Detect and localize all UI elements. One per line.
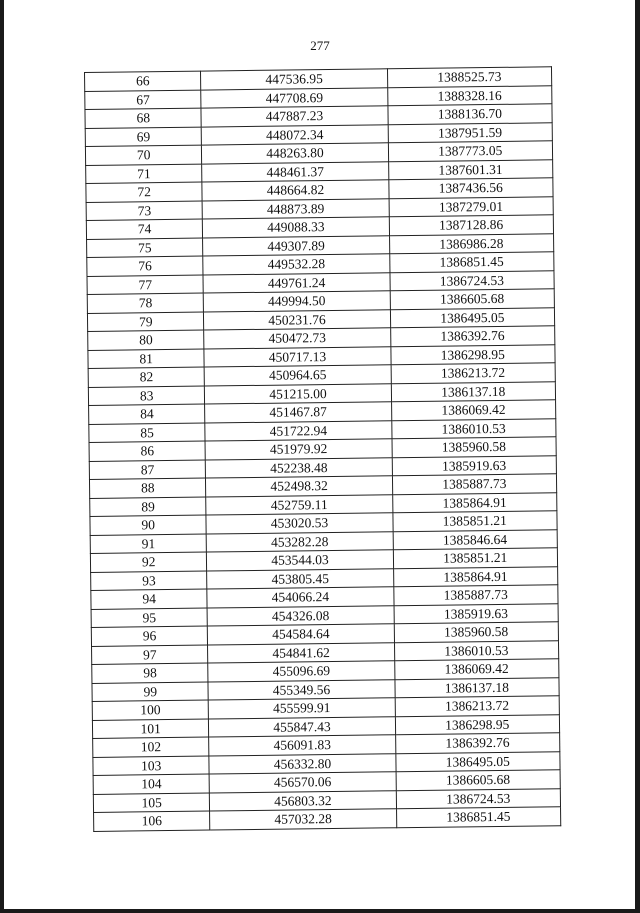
y-coordinate-cell: 1385851.21	[393, 511, 558, 532]
x-coordinate-cell: 450231.76	[204, 309, 390, 330]
point-number-cell: 91	[90, 534, 207, 554]
y-coordinate-cell: 1386137.18	[391, 381, 556, 402]
coordinate-table	[84, 66, 561, 831]
point-number-cell: 80	[88, 330, 205, 350]
y-coordinate-cell: 1386298.95	[390, 344, 555, 365]
x-coordinate-cell: 452238.48	[206, 457, 392, 478]
y-coordinate-cell: 1386213.72	[391, 363, 556, 384]
x-coordinate-cell: 449994.50	[204, 291, 390, 312]
y-coordinate-cell: 1385960.58	[394, 622, 559, 643]
point-number-cell: 93	[91, 571, 208, 591]
point-number-cell: 82	[88, 367, 205, 387]
point-number-cell: 96	[91, 626, 208, 646]
x-coordinate-cell: 448263.80	[202, 143, 388, 164]
point-number-cell: 105	[93, 793, 210, 813]
point-number-cell: 104	[93, 774, 210, 794]
y-coordinate-cell: 1386605.68	[396, 770, 561, 791]
x-coordinate-cell: 449532.28	[203, 254, 389, 275]
x-coordinate-cell: 455349.56	[208, 679, 394, 700]
point-number-cell: 101	[92, 719, 209, 739]
x-coordinate-cell: 449307.89	[203, 235, 389, 256]
point-number-cell: 70	[85, 145, 202, 165]
y-coordinate-cell: 1385851.21	[393, 548, 558, 569]
point-number-cell: 94	[91, 589, 208, 609]
y-coordinate-cell: 1386851.45	[396, 807, 561, 828]
x-coordinate-cell: 453805.45	[207, 568, 393, 589]
x-coordinate-cell: 451215.00	[205, 383, 391, 404]
y-coordinate-cell: 1387128.86	[389, 215, 554, 236]
x-coordinate-cell: 448072.34	[202, 124, 388, 145]
point-number-cell: 89	[90, 497, 207, 517]
x-coordinate-cell: 447708.69	[201, 87, 387, 108]
x-coordinate-cell: 448873.89	[202, 198, 388, 219]
page-number: 277	[310, 38, 330, 53]
x-coordinate-cell: 448664.82	[202, 180, 388, 201]
scan-border-right	[635, 0, 640, 913]
point-number-cell: 75	[87, 238, 204, 258]
point-number-cell: 74	[86, 219, 203, 239]
y-coordinate-cell: 1386392.76	[390, 326, 555, 347]
point-number-cell: 103	[93, 756, 210, 776]
y-coordinate-cell: 1385846.64	[393, 529, 558, 550]
point-number-cell: 87	[89, 460, 206, 480]
point-number-cell: 106	[94, 811, 211, 831]
y-coordinate-cell: 1386986.28	[389, 233, 554, 254]
point-number-cell: 72	[86, 182, 203, 202]
y-coordinate-cell: 1387601.31	[388, 159, 553, 180]
y-coordinate-cell: 1386069.42	[394, 659, 559, 680]
x-coordinate-cell: 451979.92	[205, 439, 391, 460]
point-number-cell: 69	[85, 127, 202, 147]
point-number-cell: 92	[90, 552, 207, 572]
x-coordinate-cell: 457032.28	[210, 809, 396, 830]
x-coordinate-cell: 454584.64	[208, 624, 394, 645]
x-coordinate-cell: 456091.83	[209, 735, 395, 756]
scan-border-left	[0, 0, 4, 913]
y-coordinate-cell: 1386069.42	[391, 400, 556, 421]
point-number-cell: 84	[89, 404, 206, 424]
y-coordinate-cell: 1387436.56	[388, 178, 553, 199]
y-coordinate-cell: 1385960.58	[392, 437, 557, 458]
point-number-cell: 86	[89, 441, 206, 461]
y-coordinate-cell: 1385887.73	[393, 585, 558, 606]
y-coordinate-cell: 1386392.76	[395, 733, 560, 754]
x-coordinate-cell: 452498.32	[206, 476, 392, 497]
y-coordinate-cell: 1388136.70	[388, 104, 553, 125]
point-number-cell: 88	[89, 478, 206, 498]
y-coordinate-cell: 1386495.05	[395, 751, 560, 772]
point-number-cell: 85	[89, 423, 206, 443]
point-number-cell: 81	[88, 349, 205, 369]
y-coordinate-cell: 1388328.16	[387, 85, 552, 106]
y-coordinate-cell: 1385919.63	[394, 603, 559, 624]
x-coordinate-cell: 449761.24	[203, 272, 389, 293]
point-number-cell: 95	[91, 608, 208, 628]
y-coordinate-cell: 1385919.63	[392, 455, 557, 476]
x-coordinate-cell: 452759.11	[206, 494, 392, 515]
x-coordinate-cell: 456803.32	[210, 790, 396, 811]
y-coordinate-cell: 1386724.53	[390, 270, 555, 291]
x-coordinate-cell: 447536.95	[201, 69, 387, 90]
point-number-cell: 90	[90, 515, 207, 535]
y-coordinate-cell: 1386605.68	[390, 289, 555, 310]
x-coordinate-cell: 456570.06	[209, 772, 395, 793]
y-coordinate-cell: 1386298.95	[395, 714, 560, 735]
x-coordinate-cell: 448461.37	[202, 161, 388, 182]
y-coordinate-cell: 1386010.53	[394, 640, 559, 661]
y-coordinate-cell: 1386213.72	[395, 696, 560, 717]
x-coordinate-cell: 455847.43	[209, 716, 395, 737]
point-number-cell: 78	[87, 293, 204, 313]
x-coordinate-cell: 447887.23	[201, 106, 387, 127]
point-number-cell: 83	[88, 386, 205, 406]
y-coordinate-cell: 1385864.91	[392, 492, 557, 513]
point-number-cell: 98	[92, 663, 209, 683]
x-coordinate-cell: 455599.91	[209, 698, 395, 719]
y-coordinate-cell: 1386724.53	[396, 788, 561, 809]
point-number-cell: 100	[92, 700, 209, 720]
y-coordinate-cell: 1386137.18	[395, 677, 560, 698]
y-coordinate-cell: 1387951.59	[388, 122, 553, 143]
y-coordinate-cell: 1386495.05	[390, 307, 555, 328]
x-coordinate-cell: 454066.24	[207, 587, 393, 608]
point-number-cell: 66	[85, 71, 202, 91]
point-number-cell: 97	[92, 645, 209, 665]
x-coordinate-cell: 451722.94	[205, 420, 391, 441]
y-coordinate-cell: 1388525.73	[387, 67, 552, 88]
y-coordinate-cell: 1387279.01	[389, 196, 554, 217]
scan-border-bottom	[0, 909, 640, 913]
x-coordinate-cell: 455096.69	[208, 661, 394, 682]
point-number-cell: 68	[85, 108, 202, 128]
x-coordinate-cell: 453282.28	[207, 531, 393, 552]
point-number-cell: 67	[85, 90, 202, 110]
point-number-cell: 73	[86, 201, 203, 221]
x-coordinate-cell: 454326.08	[207, 605, 393, 626]
point-number-cell: 99	[92, 682, 209, 702]
x-coordinate-cell: 450472.73	[204, 328, 390, 349]
x-coordinate-cell: 456332.80	[209, 753, 395, 774]
point-number-cell: 71	[86, 164, 203, 184]
point-number-cell: 79	[87, 312, 204, 332]
coordinate-table-body	[85, 67, 561, 831]
x-coordinate-cell: 450717.13	[204, 346, 390, 367]
x-coordinate-cell: 454841.62	[208, 642, 394, 663]
y-coordinate-cell: 1385864.91	[393, 566, 558, 587]
y-coordinate-cell: 1387773.05	[388, 141, 553, 162]
x-coordinate-cell: 449088.33	[203, 217, 389, 238]
x-coordinate-cell: 451467.87	[205, 402, 391, 423]
point-number-cell: 102	[93, 737, 210, 757]
y-coordinate-cell: 1385887.73	[392, 474, 557, 495]
x-coordinate-cell: 453020.53	[206, 513, 392, 534]
x-coordinate-cell: 453544.03	[207, 550, 393, 571]
point-number-cell: 77	[87, 275, 204, 295]
point-number-cell: 76	[87, 256, 204, 276]
y-coordinate-cell: 1386851.45	[389, 252, 554, 273]
x-coordinate-cell: 450964.65	[205, 365, 391, 386]
y-coordinate-cell: 1386010.53	[391, 418, 556, 439]
